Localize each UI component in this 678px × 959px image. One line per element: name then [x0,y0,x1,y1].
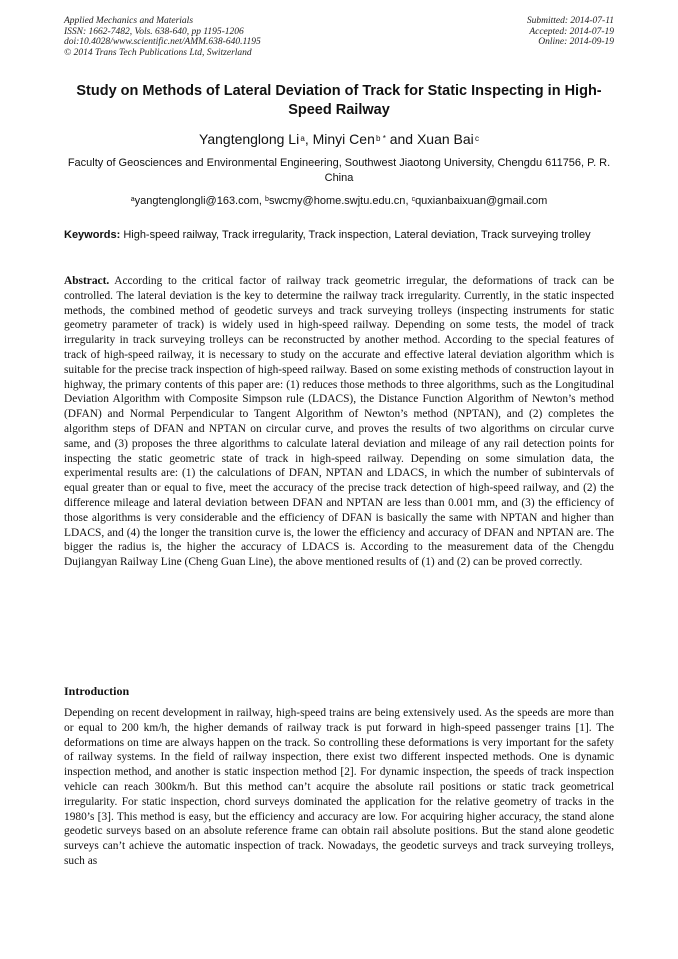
author-list [40,131,638,148]
journal-name: Applied Mechanics and Materials [64,16,194,26]
affiliation: Faculty of Geosciences and Environmental Engineering, Southwest Jiaotong University, Chengdu 611756, P. R. China [67,157,611,184]
author-name: Minyi Cen [312,131,375,147]
accepted-date: Accepted: 2014-07-19 [529,26,614,37]
email-link[interactable]: yangtenglongli@163.com [134,195,259,207]
author-emails [40,194,638,208]
author-name: Xuan Bai [416,131,474,147]
author-marker: a [300,134,305,143]
keywords [64,228,614,243]
abstract [64,274,614,570]
abstract-text: According to the critical factor of railway track geometric irregular, the deformations of track can be controlled. The lateral deviation is the key to determine the railway track irregularity. Currently, in the static inspected methods, the combined method of geodetic surveys and track surveying trolleys (inspecting instruments for static geometry parameter of track) is widely used in high-speed railway. Depending on some tests, the model of track irregularity in track surveying trolleys can be reconstructed by another method. According to the special features of track of high-speed railway, it is necessary to study on the accurate and effective lateral deviation algorithm which is suitable for the precise track inspection of high-speed railway. Based on some existing methods of construction layout in highway, the primary contents of this paper are: (1) reduces those methods to three algorithms, such as the Longitudinal Deviation Algorithm with Composite Simpson rule (LDACS), the Distance Function Algorithm of Newton’s method (DFAN) and Normal Perpendicular to Tangent Algorithm of Newton’s method (NPTAN), and (2) completes the algorithm steps of DFAN and NPTAN on circular curve, and proves the results of two algorithms on circular curve same, and (3) proposes the three algorithms to calculate lateral deviation and mileage of any rail detection points for inspecting the static geometric state of track in high-speed railway. Depending on some simulation data, the experimental results are: (1) the calculations of DFAN, NPTAN and LDACS, in which the number of subintervals of equal greater than or equal to five, meet the accuracy of the precise track detection of high-speed railway, and (2) the difference mileage and lateral deviation between DFAN and NPTAN are less than 0.001 mm, and (3) the efficiency of those algorithms is very considerable and the efficiency of DFAN is basically the same with NPTAN and higher than LDACS, and (4) the longer the transition curve is, the lower the efficiency and accuracy of DFAN and NPTAN are. The bigger the radius is, the higher the accuracy of LDACS is. According to the measurement data of the Chengdu Dujiangyan Railway Line (Cheng Guan Line), the above mentioned results of (1) and (2) can be proved correctly. [64,275,615,569]
author-separator: , [304,131,313,147]
email-marker: a [130,196,135,203]
email-separator: , [258,195,266,207]
journal-copyright: © 2014 Trans Tech Publications Ltd, Switzerland [64,47,252,58]
email-marker: b [265,196,269,203]
keywords-label: Keywords: [64,229,121,241]
email-link[interactable]: quxianbaixuan@gmail.com [415,195,548,207]
journal-header [64,16,261,58]
journal-doi[interactable]: doi:10.4028/www.scientific.net/AMM.638-640.1195 [64,37,261,47]
abstract-label: Abstract. [64,275,110,287]
email-marker: c [411,196,416,203]
author-separator: and [385,131,417,147]
submitted-date: Submitted: 2014-07-11 [526,16,614,26]
keywords-text: High-speed railway, Track irregularity, Track inspection, Lateral deviation, Track surveying trolley [123,229,591,241]
paper-title: Study on Methods of Lateral Deviation of Track for Static Inspecting in High-Speed Railway [76,83,602,118]
email-separator: , [405,195,412,207]
author-name: Yangtenglong Li [199,131,300,147]
journal-issn: ISSN: 1662-7482, Vols. 638-640, pp 1195-1206 [64,26,244,37]
author-marker: b * [376,134,386,143]
online-date: Online: 2014-09-19 [538,37,614,47]
introduction-paragraph: Depending on recent development in railway, high-speed trains are being extensively used. As the speeds are more than or equal to 200 km/h, the higher demands of railway track is put forward in high-speed passenger trains [1]. The deformations on time are always happen on the track. So controlling these deformations is very important for the safety of railway systems. In the field of railway inspection, there exist two different inspected methods. One is dynamic inspection method, and another is static inspection method [2]. For dynamic inspection, the speeds of track inspection vehicle can reach 300km/h. But this method can’t acquire the absolute rail positions or static track geometrical irregularity. For static inspection, chord surveys dominated the application for the relative geometry of tracks in the 1980’s [3]. This method is easy, but the efficiency and accuracy are low. For acquiring higher accuracy, the stand alone geodetic surveys based on an absolute reference frame can obtain rail absolute positions. But the stand alone geodetic surveys can’t achieve the automatic inspection of track. Nowadays, the geodetic surveys and track surveying trolleys, such as [64,707,614,867]
submission-dates [527,16,614,48]
email-link[interactable]: swcmy@home.swjtu.edu.cn [268,195,406,207]
author-marker: c [474,134,479,143]
section-heading-introduction: Introduction [64,684,130,698]
